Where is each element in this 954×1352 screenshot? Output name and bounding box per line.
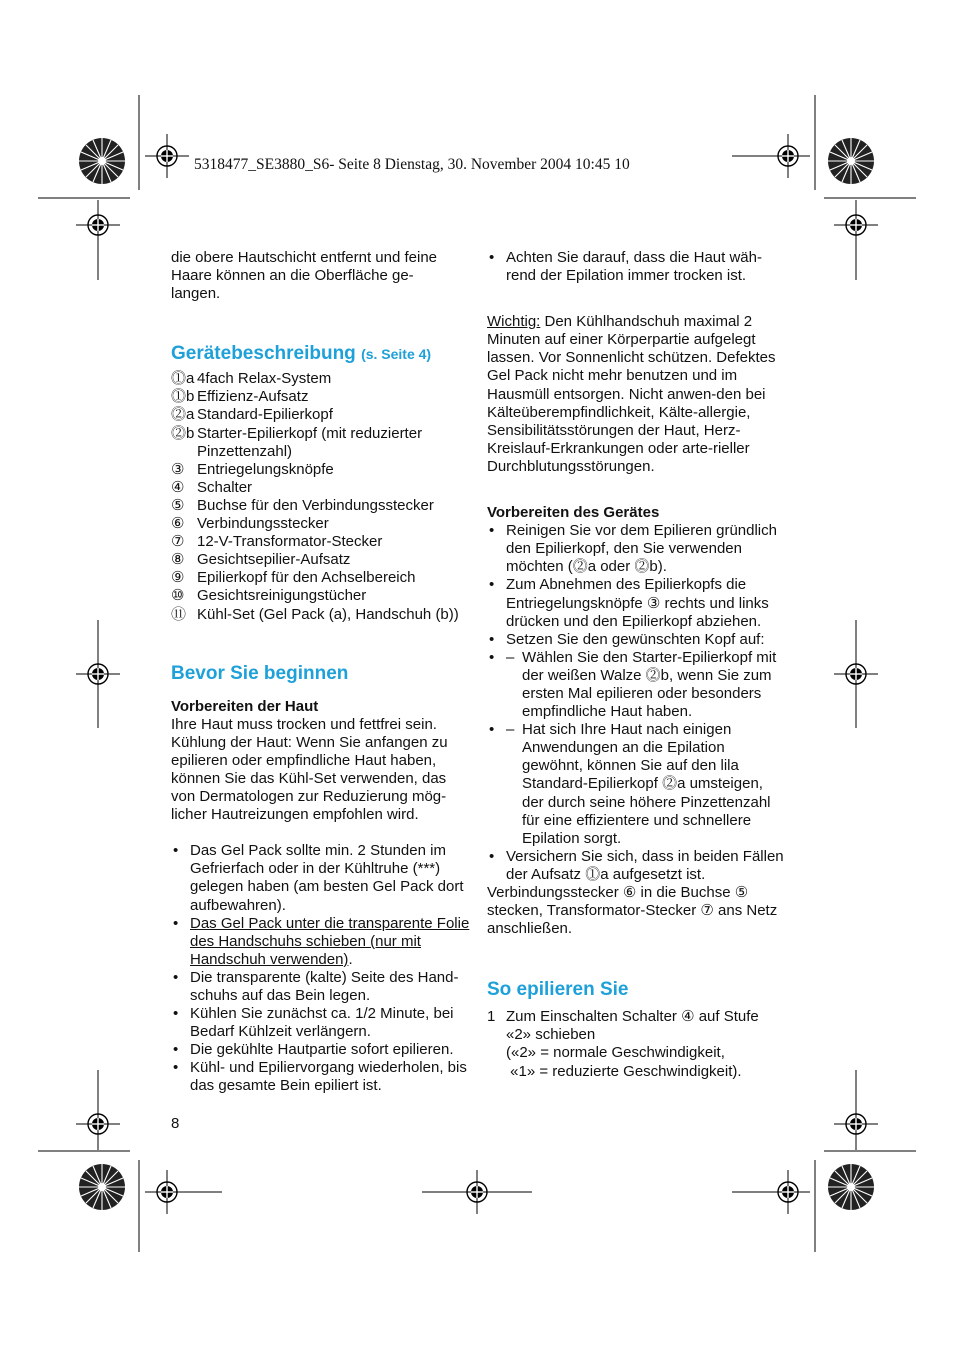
list-item: ④ Schalter <box>171 478 253 496</box>
section-title-bevor-sie-beginnen: Bevor Sie beginnen <box>171 662 349 684</box>
subheading-vorbereiten-geraet: Vorbereiten des Gerätes <box>487 504 660 522</box>
section-title-geraetebeschreibung: Gerätebeschreibung (s. Seite 4) <box>171 343 432 365</box>
step-item: 1 Zum Einschalten Schalter ④ auf Stufe «2» schieben («2» = normale Geschwindigkeit, «1» = reduzierte Geschwindigkeit). <box>487 1008 759 1080</box>
intro-text: die obere Hautschicht entfernt und feine Haare können an die Oberfläche ge- langen. <box>171 249 438 303</box>
section-title-so-epilieren-sie: So epilieren Sie <box>487 979 629 1001</box>
connector-text: Verbindungsstecker ⑥ in die Buchse ⑤ stecken, Transformator-Stecker ⑦ ans Netz anschließen. <box>487 884 778 938</box>
wichtig-label: Wichtig: <box>487 313 541 331</box>
steps-list <box>487 1008 785 1080</box>
list-item: • Das Gel Pack unter die transparente Folie des Handschuhs schieben (nur mit Handschuh verwenden). <box>171 915 471 969</box>
list-item: • Kühl- und Epiliervorgang wiederholen, bis das gesamte Bein epiliert ist. <box>171 1059 471 1095</box>
left-column <box>171 249 471 1096</box>
list-item: • Setzen Sie den gewünschten Kopf auf: • – Wählen Sie den Starter-Epilierkopf mit der weißen Walze ⓶b, wenn Sie zum ersten Mal epilieren oder besonders empfindliche Haut haben. • – Hat sich Ihre Haut nach einigen Anwendungen an die Epilation gewöhnt, können Sie auf den lila Standard-Epilierkopf ⓶a umsteigen, der durch seine höhere Pinzettenzahl für eine effizientere und schnellere Epilation sorgt. <box>487 631 785 848</box>
list-item: ⑪ Kühl-Set (Gel Pack (a), Handschuh (b)) <box>171 605 459 623</box>
list-item: ⑥ Verbindungsstecker <box>171 515 329 533</box>
page-reference: (s. Seite 4) <box>361 346 432 363</box>
list-item: • Kühlen Sie zunächst ca. 1/2 Minute, bei Bedarf Kühlzeit verlängern. <box>171 1005 471 1041</box>
skin-prep-text: Ihre Haut muss trocken und fettfrei sein. Kühlung der Haut: Wenn Sie anfangen zu epilieren oder empfindliche Haut haben, können Sie das Kühl-Set verwenden, das von Dermatologen zur Reduzierung mög- licher Hautreizungen empfohlen wird. <box>171 715 448 824</box>
dry-skin-bullet <box>487 249 785 285</box>
subheading-vorbereiten-haut: Vorbereiten der Haut <box>171 697 319 715</box>
page-number: 8 <box>171 1115 180 1132</box>
list-item: • Die gekühlte Hautpartie sofort epilieren. <box>171 1041 471 1059</box>
list-item: ⑨ Epilierkopf für den Achselbereich <box>171 569 416 587</box>
list-item: • – Wählen Sie den Starter-Epilierkopf mit der weißen Walze ⓶b, wenn Sie zum ersten Mal epilieren oder besonders empfindliche Haut haben. <box>487 649 785 721</box>
list-item: • Zum Abnehmen des Epilierkopfs die Entriegelungsknöpfe ③ rechts und links drücken und den Epilierkopf abziehen. <box>487 576 785 630</box>
list-item: • Die transparente (kalte) Seite des Hand-schuhs auf das Bein legen. <box>171 969 471 1005</box>
list-item: • Das Gel Pack sollte min. 2 Stunden im Gefrierfach oder in der Kühltruhe (***) gelegen haben (am besten Gel Pack dort aufbewahren). <box>171 842 471 914</box>
print-header: 5318477_SE3880_S6- Seite 8 Dienstag, 30. November 2004 10:45 10 <box>194 156 630 173</box>
list-item: • Achten Sie darauf, dass die Haut wäh-rend der Epilation immer trocken ist. <box>487 249 785 285</box>
list-item: • Versichern Sie sich, dass in beiden Fällen der Aufsatz ⓵a aufgesetzt ist. <box>487 848 785 884</box>
list-item: ⓶a Standard-Epilierkopf <box>171 406 333 424</box>
right-column <box>487 249 785 1081</box>
device-prep-bullets <box>487 522 785 884</box>
list-item: • Reinigen Sie vor dem Epilieren gründlich den Epilierkopf, den Sie verwenden möchten (⓶a oder ⓶b). <box>487 522 785 576</box>
list-item: ⑦ 12-V-Transformator-Stecker <box>171 533 383 551</box>
list-item: ⑩ Gesichtsreinigungstücher <box>171 587 367 605</box>
cooling-bullets <box>171 842 471 1095</box>
head-options <box>487 649 785 848</box>
list-item: ③ Entriegelungsknöpfe <box>171 460 334 478</box>
parts-list <box>171 370 471 623</box>
list-item: ⑤ Buchse für den Verbindungsstecker <box>171 496 434 514</box>
list-item: ⓶b Starter-Epilierkopf (mit reduzierter Pinzettenzahl) <box>171 424 423 460</box>
list-item: ⓵a 4fach Relax-System <box>171 370 332 388</box>
list-item: ⑧ Gesichtsepilier-Aufsatz <box>171 551 351 569</box>
wichtig-note: Wichtig: Den Kühlhandschuh maximal 2 Minuten auf einer Körperpartie aufgelegt lassen. Vor Sonnenlicht schützen. Defektes Gel Pack nicht mehr benutzen und im Hausmüll entsorgen. Nicht anwen-den bei Kälteüberempfindlichkeit, Kälte-allergie, Sensibilitätsstörungen der Haut, Herz-Kreislauf-Erkrankungen oder arte-rieller Durchblutungsstörungen. <box>487 313 776 475</box>
list-item: ⓵b Effizienz-Aufsatz <box>171 388 309 406</box>
list-item: • – Hat sich Ihre Haut nach einigen Anwendungen an die Epilation gewöhnt, können Sie auf den lila Standard-Epilierkopf ⓶a umsteigen, der durch seine höhere Pinzettenzahl für eine effizientere und schnellere Epilation sorgt. <box>487 721 785 848</box>
